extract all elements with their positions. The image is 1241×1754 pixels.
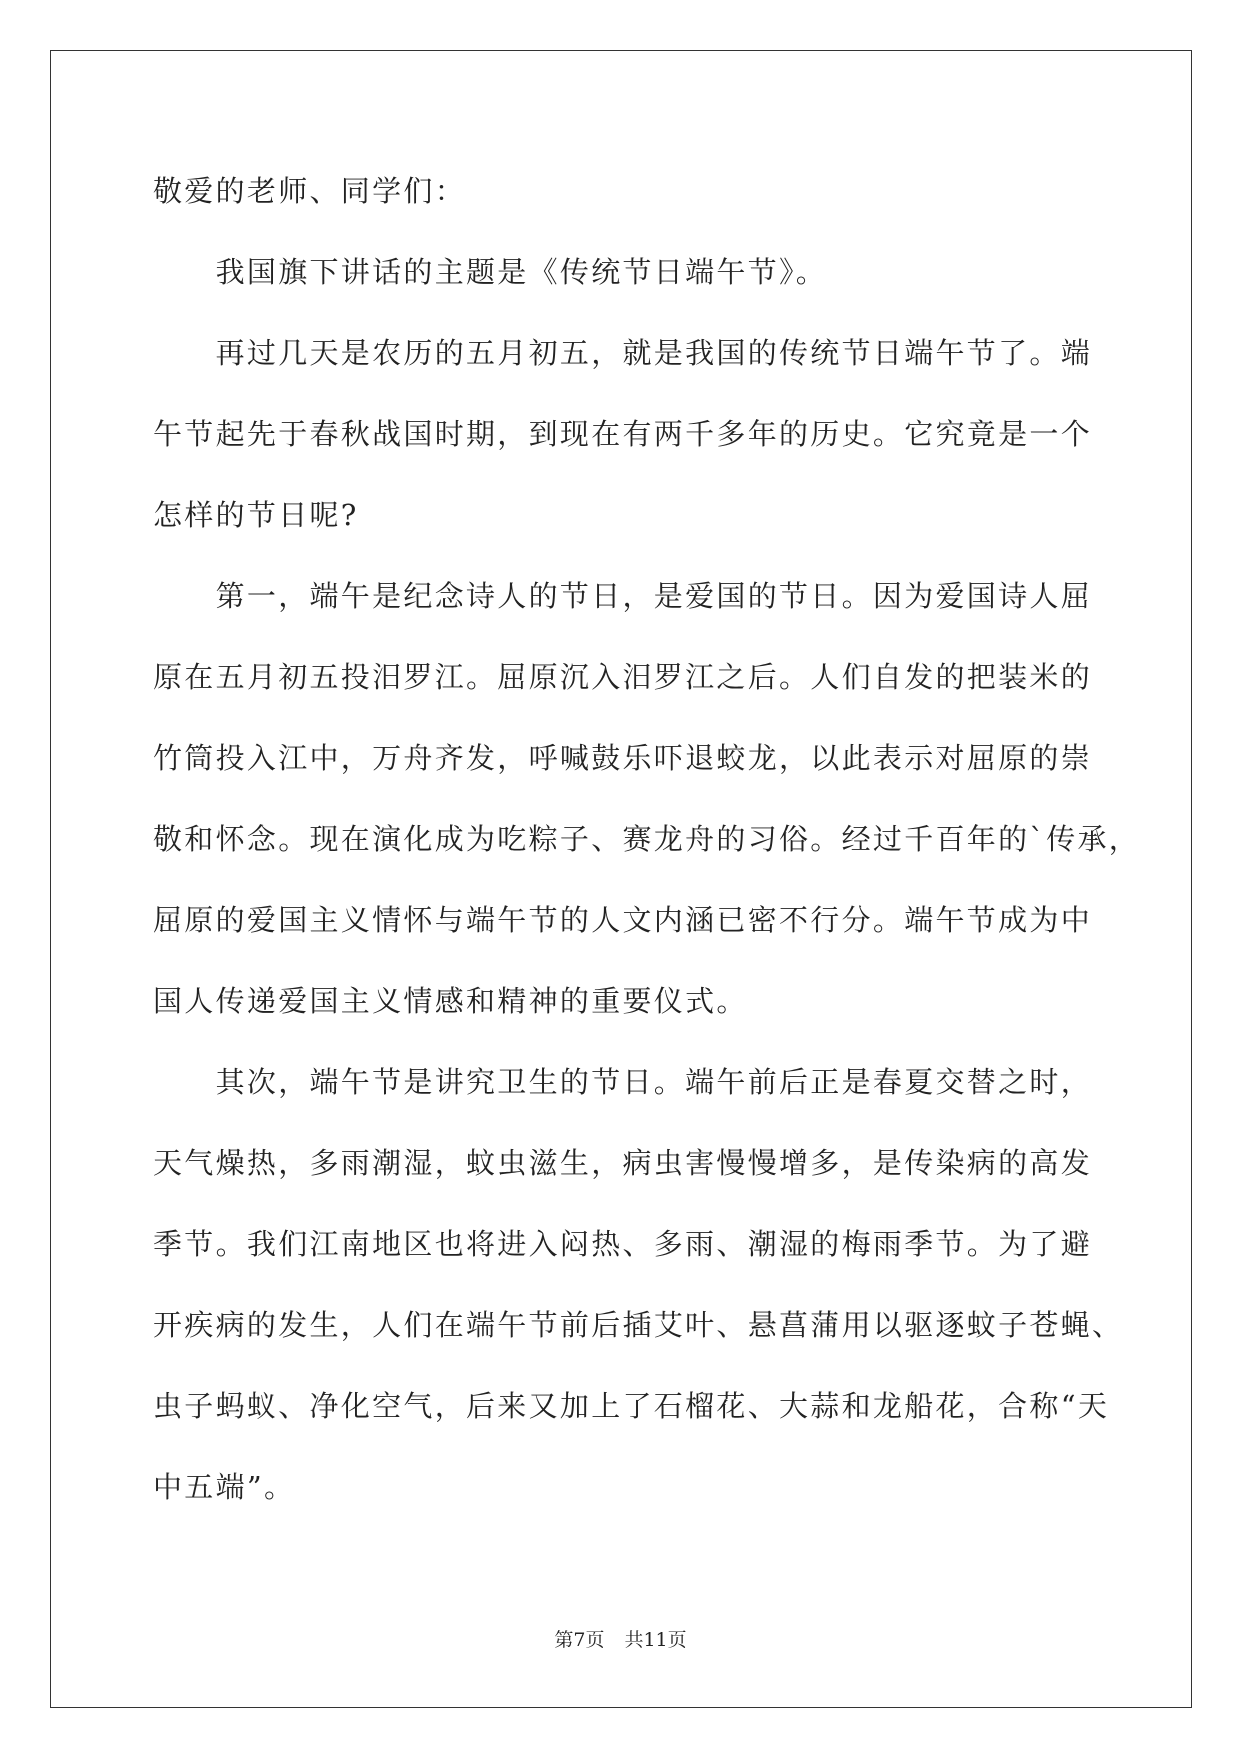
page-number-total: 共11页 — [624, 1629, 687, 1651]
text-line: 午节起先于春秋战国时期，到现在有两千多年的历史。它究竟是一个 — [153, 417, 1093, 451]
text-line: 我国旗下讲话的主题是《传统节日端午节》。 — [153, 255, 828, 289]
text-line: 开疾病的发生，人们在端午节前后插艾叶、悬菖蒲用以驱逐蚊子苍蝇、 — [153, 1308, 1124, 1342]
page-border — [50, 50, 1192, 1708]
text-line: 季节。我们江南地区也将进入闷热、多雨、潮湿的梅雨季节。为了避 — [153, 1227, 1093, 1261]
text-line: 怎样的节日呢? — [153, 498, 359, 532]
text-line: 第一，端午是纪念诗人的节日，是爱国的节日。因为爱国诗人屈 — [153, 579, 1093, 613]
page-number-current: 第7页 — [554, 1629, 605, 1651]
text-line: 竹筒投入江中，万舟齐发，呼喊鼓乐吓退蛟龙，以此表示对屈原的崇 — [153, 741, 1093, 775]
text-line: 天气燥热，多雨潮湿，蚊虫滋生，病虫害慢慢增多，是传染病的高发 — [153, 1146, 1093, 1180]
text-line: 原在五月初五投汨罗江。屈原沉入汨罗江之后。人们自发的把装米的 — [153, 660, 1093, 694]
text-line: 虫子蚂蚁、净化空气，后来又加上了石榴花、大蒜和龙船花，合称“天 — [153, 1389, 1110, 1423]
text-line: 国人传递爱国主义情感和精神的重要仪式。 — [153, 984, 748, 1018]
greeting-line: 敬爱的老师、同学们： — [153, 174, 467, 208]
page-footer — [0, 1627, 1241, 1653]
text-line: 敬和怀念。现在演化成为吃粽子、赛龙舟的习俗。经过千百年的`传承， — [153, 822, 1141, 856]
text-line: 屈原的爱国主义情怀与端午节的人文内涵已密不行分。端午节成为中 — [153, 903, 1093, 937]
text-line: 再过几天是农历的五月初五，就是我国的传统节日端午节了。端 — [153, 336, 1093, 370]
text-line: 其次，端午节是讲究卫生的节日。端午前后正是春夏交替之时， — [153, 1065, 1093, 1099]
text-line: 中五端”。 — [153, 1470, 296, 1504]
